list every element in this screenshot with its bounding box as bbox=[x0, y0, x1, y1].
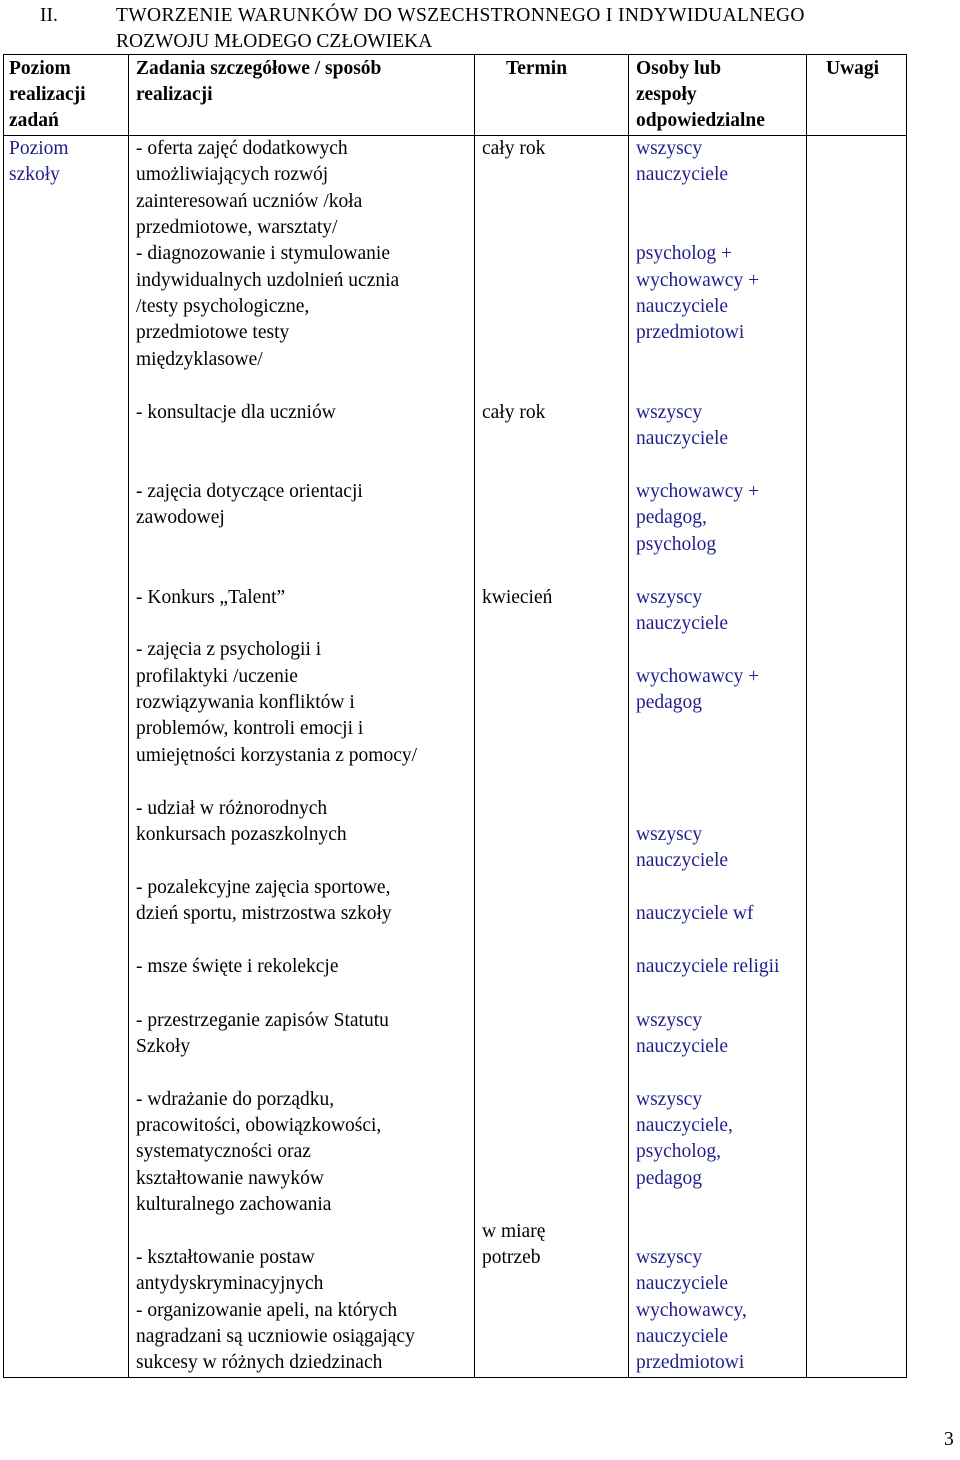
persons-line: psycholog + bbox=[636, 243, 733, 264]
header-term: Termin bbox=[506, 58, 568, 79]
task-line: antydyskryminacyjnych bbox=[136, 1273, 324, 1294]
persons-line: nauczyciele bbox=[636, 613, 729, 634]
persons-line: nauczyciele wf bbox=[636, 903, 754, 924]
task-line: umożliwiających rozwój bbox=[136, 164, 329, 185]
task-line: - pozalekcyjne zajęcia sportowe, bbox=[136, 877, 391, 898]
section-title: TWORZENIE WARUNKÓW DO WSZECHSTRONNEGO I INDYWIDUALNEGO bbox=[116, 5, 805, 26]
persons-line: nauczyciele religii bbox=[636, 956, 780, 977]
persons-line: nauczyciele bbox=[636, 1326, 729, 1347]
task-line: sukcesy w różnych dziedzinach bbox=[136, 1352, 383, 1373]
level-value-2: szkoły bbox=[9, 164, 60, 185]
persons-line: przedmiotowi bbox=[636, 1352, 745, 1373]
header-persons-1: Osoby lub bbox=[636, 58, 722, 79]
header-level-3: zadań bbox=[9, 110, 59, 131]
header-tasks-2: realizacji bbox=[136, 84, 213, 105]
task-line: nagradzani są uczniowie osiągający bbox=[136, 1326, 415, 1347]
persons-line: wszyscy bbox=[636, 824, 703, 845]
section-title-line2: ROZWOJU MŁODEGO CZŁOWIEKA bbox=[116, 31, 433, 52]
section-number: II. bbox=[40, 5, 58, 26]
task-line: zawodowej bbox=[136, 507, 225, 528]
task-line: przedmiotowe, warsztaty/ bbox=[136, 217, 338, 238]
task-line: - udział w różnorodnych bbox=[136, 798, 328, 819]
persons-line: pedagog bbox=[636, 1168, 703, 1189]
task-line: rozwiązywania konfliktów i bbox=[136, 692, 355, 713]
header-level-2: realizacji bbox=[9, 84, 86, 105]
persons-line: psycholog bbox=[636, 534, 717, 555]
persons-line: wszyscy bbox=[636, 1247, 703, 1268]
persons-line: wszyscy bbox=[636, 138, 703, 159]
persons-line: wszyscy bbox=[636, 587, 703, 608]
task-line: profilaktyki /uczenie bbox=[136, 666, 298, 687]
term-value: kwiecień bbox=[482, 587, 553, 608]
task-line: - wdrażanie do porządku, bbox=[136, 1089, 335, 1110]
header-persons-2: zespoły bbox=[636, 84, 697, 105]
persons-line: wychowawcy, bbox=[636, 1300, 747, 1321]
persons-line: nauczyciele bbox=[636, 428, 729, 449]
term-value: w miarę bbox=[482, 1221, 546, 1242]
header-tasks-1: Zadania szczegółowe / sposób bbox=[136, 58, 382, 79]
persons-line: nauczyciele, bbox=[636, 1115, 733, 1136]
task-line: - organizowanie apeli, na których bbox=[136, 1300, 398, 1321]
task-line: systematyczności oraz bbox=[136, 1141, 311, 1162]
task-line: - msze święte i rekolekcje bbox=[136, 956, 339, 977]
task-line: umiejętności korzystania z pomocy/ bbox=[136, 745, 418, 766]
term-value: cały rok bbox=[482, 402, 546, 423]
persons-line: przedmiotowi bbox=[636, 322, 745, 343]
persons-line: wychowawcy + bbox=[636, 270, 760, 291]
persons-line: nauczyciele bbox=[636, 296, 729, 317]
task-line: dzień sportu, mistrzostwa szkoły bbox=[136, 903, 392, 924]
task-line: zainteresowań uczniów /koła bbox=[136, 191, 363, 212]
persons-line: nauczyciele bbox=[636, 850, 729, 871]
task-line: kulturalnego zachowania bbox=[136, 1194, 332, 1215]
header-level-1: Poziom bbox=[9, 58, 71, 79]
page-number: 3 bbox=[944, 1429, 954, 1450]
header-persons-3: odpowiedzialne bbox=[636, 110, 765, 131]
term-value: cały rok bbox=[482, 138, 546, 159]
level-value-1: Poziom bbox=[9, 138, 69, 159]
persons-line: pedagog, bbox=[636, 507, 707, 528]
task-line: pracowitości, obowiązkowości, bbox=[136, 1115, 382, 1136]
task-line: międzyklasowe/ bbox=[136, 349, 263, 370]
task-line: - zajęcia z psychologii i bbox=[136, 639, 322, 660]
persons-line: wychowawcy + bbox=[636, 481, 760, 502]
task-line: - konsultacje dla uczniów bbox=[136, 402, 336, 423]
task-line: konkursach pozaszkolnych bbox=[136, 824, 347, 845]
persons-line: wszyscy bbox=[636, 1089, 703, 1110]
persons-line: nauczyciele bbox=[636, 1036, 729, 1057]
task-line: - zajęcia dotyczące orientacji bbox=[136, 481, 363, 502]
task-line: - Konkurs „Talent” bbox=[136, 587, 286, 608]
task-line: indywidualnych uzdolnień ucznia bbox=[136, 270, 400, 291]
persons-line: wszyscy bbox=[636, 1010, 703, 1031]
persons-line: pedagog bbox=[636, 692, 703, 713]
task-line: - oferta zajęć dodatkowych bbox=[136, 138, 348, 159]
task-line: problemów, kontroli emocji i bbox=[136, 718, 364, 739]
task-line: przedmiotowe testy bbox=[136, 322, 290, 343]
persons-line: nauczyciele bbox=[636, 164, 729, 185]
task-line: - przestrzeganie zapisów Statutu bbox=[136, 1010, 389, 1031]
task-line: Szkoły bbox=[136, 1036, 191, 1057]
task-line: - diagnozowanie i stymulowanie bbox=[136, 243, 390, 264]
task-line: kształtowanie nawyków bbox=[136, 1168, 324, 1189]
task-line: - kształtowanie postaw bbox=[136, 1247, 315, 1268]
task-line: /testy psychologiczne, bbox=[136, 296, 310, 317]
persons-line: psycholog, bbox=[636, 1141, 722, 1162]
header-notes: Uwagi bbox=[826, 58, 880, 79]
term-value: potrzeb bbox=[482, 1247, 541, 1268]
persons-line: wychowawcy + bbox=[636, 666, 760, 687]
persons-line: nauczyciele bbox=[636, 1273, 729, 1294]
persons-line: wszyscy bbox=[636, 402, 703, 423]
